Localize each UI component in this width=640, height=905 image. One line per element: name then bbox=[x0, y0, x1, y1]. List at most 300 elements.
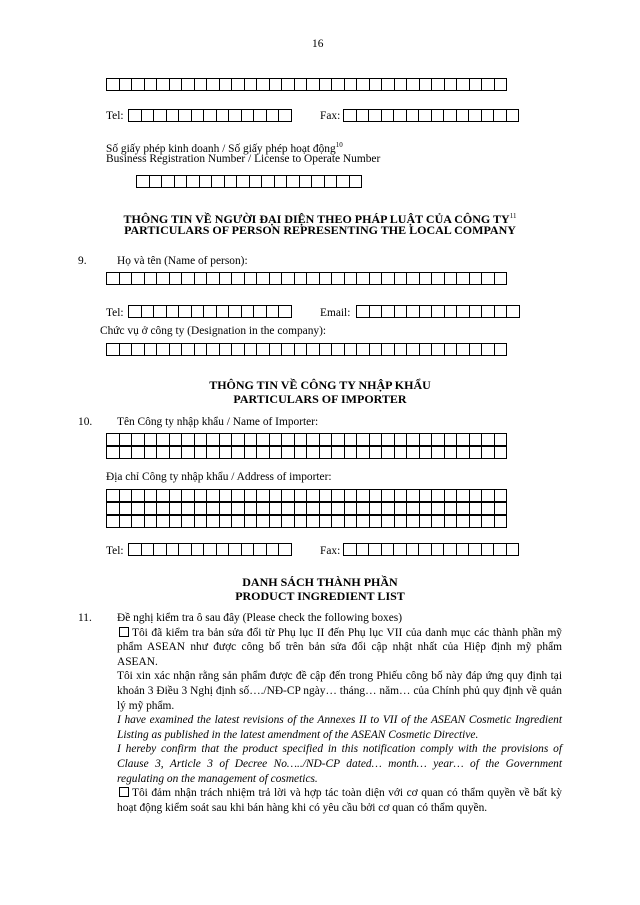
input-box-cell[interactable] bbox=[256, 489, 270, 502]
input-box-cell[interactable] bbox=[406, 502, 420, 515]
input-box-cell[interactable] bbox=[349, 175, 363, 188]
input-box-cell[interactable] bbox=[231, 446, 245, 459]
input-box-cell[interactable] bbox=[319, 489, 333, 502]
input-box-cell[interactable] bbox=[119, 489, 133, 502]
input-box-cell[interactable] bbox=[344, 502, 358, 515]
input-box-cell[interactable] bbox=[468, 109, 482, 122]
input-box-cell[interactable] bbox=[506, 305, 520, 318]
input-box-cell[interactable] bbox=[281, 272, 295, 285]
input-box-cell[interactable] bbox=[244, 446, 258, 459]
input-box-cell[interactable] bbox=[481, 109, 495, 122]
input-box-cell[interactable] bbox=[144, 272, 158, 285]
input-box-cell[interactable] bbox=[444, 305, 458, 318]
input-box-cell[interactable] bbox=[156, 343, 170, 356]
input-box-cell[interactable] bbox=[206, 515, 220, 528]
input-box-cell[interactable] bbox=[331, 272, 345, 285]
input-box-cell[interactable] bbox=[356, 446, 370, 459]
input-box-cell[interactable] bbox=[481, 489, 495, 502]
input-box-cell[interactable] bbox=[456, 78, 470, 91]
input-box-cell[interactable] bbox=[266, 305, 280, 318]
input-box-cell[interactable] bbox=[191, 109, 205, 122]
input-box-cell[interactable] bbox=[456, 489, 470, 502]
input-box-cell[interactable] bbox=[228, 305, 242, 318]
input-box-cell[interactable] bbox=[319, 515, 333, 528]
input-box-cell[interactable] bbox=[456, 515, 470, 528]
input-box-cell[interactable] bbox=[381, 78, 395, 91]
input-box-cell[interactable] bbox=[119, 502, 133, 515]
input-box-cell[interactable] bbox=[469, 502, 483, 515]
input-box-cell[interactable] bbox=[431, 515, 445, 528]
input-box-cell[interactable] bbox=[381, 433, 395, 446]
input-box-cell[interactable] bbox=[481, 433, 495, 446]
input-box-cell[interactable] bbox=[469, 78, 483, 91]
input-box-cell[interactable] bbox=[131, 446, 145, 459]
input-box-cell[interactable] bbox=[406, 343, 420, 356]
input-box-cell[interactable] bbox=[356, 305, 370, 318]
input-box-cell[interactable] bbox=[468, 543, 482, 556]
input-box-cell[interactable] bbox=[106, 489, 120, 502]
input-box-cell[interactable] bbox=[224, 175, 238, 188]
input-box-cell[interactable] bbox=[228, 543, 242, 556]
input-box-cell[interactable] bbox=[119, 433, 133, 446]
input-box-cell[interactable] bbox=[206, 502, 220, 515]
input-box-cell[interactable] bbox=[493, 543, 507, 556]
input-box-cell[interactable] bbox=[506, 109, 520, 122]
input-box-cell[interactable] bbox=[191, 305, 205, 318]
input-box-cell[interactable] bbox=[299, 175, 313, 188]
importer-fax-boxes[interactable] bbox=[343, 543, 518, 556]
input-box-cell[interactable] bbox=[144, 502, 158, 515]
input-box-cell[interactable] bbox=[493, 109, 507, 122]
input-box-cell[interactable] bbox=[294, 446, 308, 459]
input-box-cell[interactable] bbox=[166, 543, 180, 556]
input-box-cell[interactable] bbox=[419, 433, 433, 446]
input-box-cell[interactable] bbox=[119, 78, 133, 91]
input-box-cell[interactable] bbox=[244, 515, 258, 528]
input-box-cell[interactable] bbox=[406, 543, 420, 556]
input-box-cell[interactable] bbox=[156, 78, 170, 91]
input-box-cell[interactable] bbox=[244, 502, 258, 515]
input-box-cell[interactable] bbox=[394, 515, 408, 528]
input-box-cell[interactable] bbox=[393, 543, 407, 556]
input-box-cell[interactable] bbox=[256, 433, 270, 446]
input-box-cell[interactable] bbox=[141, 305, 155, 318]
input-box-cell[interactable] bbox=[381, 446, 395, 459]
input-box-cell[interactable] bbox=[369, 305, 383, 318]
input-box-cell[interactable] bbox=[443, 109, 457, 122]
input-box-cell[interactable] bbox=[294, 78, 308, 91]
input-box-cell[interactable] bbox=[178, 109, 192, 122]
input-box-cell[interactable] bbox=[156, 272, 170, 285]
input-box-cell[interactable] bbox=[381, 305, 395, 318]
input-box-cell[interactable] bbox=[191, 543, 205, 556]
input-box-cell[interactable] bbox=[369, 515, 383, 528]
input-box-cell[interactable] bbox=[381, 489, 395, 502]
input-box-cell[interactable] bbox=[294, 272, 308, 285]
input-box-cell[interactable] bbox=[131, 272, 145, 285]
input-box-cell[interactable] bbox=[144, 343, 158, 356]
input-box-cell[interactable] bbox=[481, 305, 495, 318]
input-box-cell[interactable] bbox=[331, 343, 345, 356]
input-box-cell[interactable] bbox=[319, 272, 333, 285]
input-box-cell[interactable] bbox=[306, 343, 320, 356]
input-box-cell[interactable] bbox=[169, 343, 183, 356]
designation-boxes[interactable] bbox=[106, 343, 506, 356]
input-box-cell[interactable] bbox=[331, 446, 345, 459]
input-box-cell[interactable] bbox=[211, 175, 225, 188]
input-box-cell[interactable] bbox=[278, 543, 292, 556]
input-box-cell[interactable] bbox=[194, 515, 208, 528]
input-box-cell[interactable] bbox=[469, 305, 483, 318]
input-box-cell[interactable] bbox=[456, 305, 470, 318]
input-box-cell[interactable] bbox=[356, 489, 370, 502]
input-box-cell[interactable] bbox=[106, 433, 120, 446]
input-box-cell[interactable] bbox=[381, 272, 395, 285]
input-box-cell[interactable] bbox=[106, 78, 120, 91]
input-box-cell[interactable] bbox=[406, 305, 420, 318]
input-box-cell[interactable] bbox=[219, 489, 233, 502]
input-box-cell[interactable] bbox=[306, 502, 320, 515]
input-box-cell[interactable] bbox=[119, 272, 133, 285]
input-box-cell[interactable] bbox=[231, 502, 245, 515]
input-box-cell[interactable] bbox=[269, 446, 283, 459]
input-box-cell[interactable] bbox=[356, 78, 370, 91]
input-box-cell[interactable] bbox=[494, 515, 508, 528]
input-box-cell[interactable] bbox=[219, 515, 233, 528]
input-box-cell[interactable] bbox=[181, 343, 195, 356]
input-box-cell[interactable] bbox=[266, 109, 280, 122]
input-box-cell[interactable] bbox=[169, 433, 183, 446]
input-box-cell[interactable] bbox=[241, 305, 255, 318]
input-box-cell[interactable] bbox=[166, 109, 180, 122]
responsibility-checkbox[interactable] bbox=[119, 787, 129, 797]
input-box-cell[interactable] bbox=[319, 446, 333, 459]
input-box-cell[interactable] bbox=[203, 109, 217, 122]
input-box-cell[interactable] bbox=[444, 489, 458, 502]
input-box-cell[interactable] bbox=[444, 515, 458, 528]
input-box-cell[interactable] bbox=[206, 272, 220, 285]
input-box-cell[interactable] bbox=[369, 446, 383, 459]
input-box-cell[interactable] bbox=[131, 502, 145, 515]
input-box-cell[interactable] bbox=[481, 502, 495, 515]
input-box-cell[interactable] bbox=[144, 446, 158, 459]
input-box-cell[interactable] bbox=[406, 78, 420, 91]
input-box-cell[interactable] bbox=[494, 489, 508, 502]
input-box-cell[interactable] bbox=[444, 446, 458, 459]
input-box-cell[interactable] bbox=[156, 515, 170, 528]
input-box-cell[interactable] bbox=[356, 109, 370, 122]
input-box-cell[interactable] bbox=[381, 109, 395, 122]
person-name-boxes[interactable] bbox=[106, 272, 506, 285]
input-box-cell[interactable] bbox=[144, 433, 158, 446]
input-box-cell[interactable] bbox=[294, 343, 308, 356]
input-box-cell[interactable] bbox=[131, 78, 145, 91]
input-box-cell[interactable] bbox=[481, 446, 495, 459]
input-box-cell[interactable] bbox=[494, 343, 508, 356]
input-box-cell[interactable] bbox=[156, 433, 170, 446]
input-box-cell[interactable] bbox=[281, 502, 295, 515]
input-box-cell[interactable] bbox=[106, 343, 120, 356]
input-box-cell[interactable] bbox=[178, 305, 192, 318]
input-box-cell[interactable] bbox=[381, 543, 395, 556]
input-box-cell[interactable] bbox=[166, 305, 180, 318]
input-box-cell[interactable] bbox=[319, 433, 333, 446]
input-box-cell[interactable] bbox=[144, 515, 158, 528]
input-box-cell[interactable] bbox=[494, 78, 508, 91]
input-box-cell[interactable] bbox=[469, 272, 483, 285]
input-box-cell[interactable] bbox=[266, 543, 280, 556]
input-box-cell[interactable] bbox=[278, 305, 292, 318]
input-box-cell[interactable] bbox=[431, 446, 445, 459]
input-box-cell[interactable] bbox=[469, 446, 483, 459]
address-continuation-boxes[interactable] bbox=[106, 78, 506, 91]
input-box-cell[interactable] bbox=[456, 109, 470, 122]
input-box-cell[interactable] bbox=[181, 515, 195, 528]
input-box-cell[interactable] bbox=[194, 489, 208, 502]
input-box-cell[interactable] bbox=[418, 543, 432, 556]
input-box-cell[interactable] bbox=[281, 489, 295, 502]
input-box-cell[interactable] bbox=[249, 175, 263, 188]
input-box-cell[interactable] bbox=[194, 502, 208, 515]
input-box-cell[interactable] bbox=[344, 78, 358, 91]
input-box-cell[interactable] bbox=[444, 78, 458, 91]
fax-boxes[interactable] bbox=[343, 109, 518, 122]
input-box-cell[interactable] bbox=[219, 433, 233, 446]
input-box-cell[interactable] bbox=[406, 515, 420, 528]
importer-address-boxes-row-1[interactable] bbox=[106, 489, 506, 502]
input-box-cell[interactable] bbox=[306, 78, 320, 91]
input-box-cell[interactable] bbox=[156, 446, 170, 459]
input-box-cell[interactable] bbox=[153, 543, 167, 556]
input-box-cell[interactable] bbox=[219, 272, 233, 285]
input-box-cell[interactable] bbox=[144, 489, 158, 502]
input-box-cell[interactable] bbox=[119, 343, 133, 356]
input-box-cell[interactable] bbox=[406, 433, 420, 446]
input-box-cell[interactable] bbox=[106, 446, 120, 459]
input-box-cell[interactable] bbox=[343, 543, 357, 556]
input-box-cell[interactable] bbox=[131, 489, 145, 502]
input-box-cell[interactable] bbox=[281, 515, 295, 528]
input-box-cell[interactable] bbox=[219, 343, 233, 356]
input-box-cell[interactable] bbox=[181, 272, 195, 285]
input-box-cell[interactable] bbox=[244, 78, 258, 91]
input-box-cell[interactable] bbox=[169, 78, 183, 91]
input-box-cell[interactable] bbox=[256, 515, 270, 528]
input-box-cell[interactable] bbox=[194, 343, 208, 356]
input-box-cell[interactable] bbox=[131, 343, 145, 356]
input-box-cell[interactable] bbox=[494, 446, 508, 459]
input-box-cell[interactable] bbox=[419, 78, 433, 91]
input-box-cell[interactable] bbox=[356, 502, 370, 515]
input-box-cell[interactable] bbox=[494, 433, 508, 446]
input-box-cell[interactable] bbox=[394, 305, 408, 318]
input-box-cell[interactable] bbox=[481, 543, 495, 556]
input-box-cell[interactable] bbox=[294, 502, 308, 515]
input-box-cell[interactable] bbox=[219, 502, 233, 515]
input-box-cell[interactable] bbox=[419, 343, 433, 356]
input-box-cell[interactable] bbox=[356, 543, 370, 556]
check-annex-checkbox[interactable] bbox=[119, 627, 129, 637]
input-box-cell[interactable] bbox=[369, 433, 383, 446]
input-box-cell[interactable] bbox=[369, 78, 383, 91]
input-box-cell[interactable] bbox=[256, 78, 270, 91]
input-box-cell[interactable] bbox=[344, 515, 358, 528]
input-box-cell[interactable] bbox=[306, 489, 320, 502]
input-box-cell[interactable] bbox=[336, 175, 350, 188]
input-box-cell[interactable] bbox=[294, 489, 308, 502]
input-box-cell[interactable] bbox=[368, 109, 382, 122]
input-box-cell[interactable] bbox=[194, 433, 208, 446]
input-box-cell[interactable] bbox=[181, 502, 195, 515]
input-box-cell[interactable] bbox=[356, 515, 370, 528]
input-box-cell[interactable] bbox=[253, 305, 267, 318]
input-box-cell[interactable] bbox=[419, 515, 433, 528]
input-box-cell[interactable] bbox=[381, 502, 395, 515]
input-box-cell[interactable] bbox=[381, 515, 395, 528]
input-box-cell[interactable] bbox=[181, 489, 195, 502]
input-box-cell[interactable] bbox=[128, 305, 142, 318]
input-box-cell[interactable] bbox=[231, 489, 245, 502]
input-box-cell[interactable] bbox=[206, 343, 220, 356]
importer-address-boxes-row-3[interactable] bbox=[106, 515, 506, 528]
input-box-cell[interactable] bbox=[419, 489, 433, 502]
input-box-cell[interactable] bbox=[344, 343, 358, 356]
input-box-cell[interactable] bbox=[281, 433, 295, 446]
input-box-cell[interactable] bbox=[444, 502, 458, 515]
input-box-cell[interactable] bbox=[456, 343, 470, 356]
input-box-cell[interactable] bbox=[236, 175, 250, 188]
input-box-cell[interactable] bbox=[269, 433, 283, 446]
input-box-cell[interactable] bbox=[153, 109, 167, 122]
input-box-cell[interactable] bbox=[344, 489, 358, 502]
input-box-cell[interactable] bbox=[228, 109, 242, 122]
input-box-cell[interactable] bbox=[431, 502, 445, 515]
input-box-cell[interactable] bbox=[128, 109, 142, 122]
input-box-cell[interactable] bbox=[394, 78, 408, 91]
input-box-cell[interactable] bbox=[181, 433, 195, 446]
input-box-cell[interactable] bbox=[244, 343, 258, 356]
input-box-cell[interactable] bbox=[394, 502, 408, 515]
input-box-cell[interactable] bbox=[306, 446, 320, 459]
input-box-cell[interactable] bbox=[356, 272, 370, 285]
input-box-cell[interactable] bbox=[253, 543, 267, 556]
input-box-cell[interactable] bbox=[269, 343, 283, 356]
input-box-cell[interactable] bbox=[469, 489, 483, 502]
input-box-cell[interactable] bbox=[481, 78, 495, 91]
input-box-cell[interactable] bbox=[494, 502, 508, 515]
input-box-cell[interactable] bbox=[174, 175, 188, 188]
input-box-cell[interactable] bbox=[181, 78, 195, 91]
input-box-cell[interactable] bbox=[106, 272, 120, 285]
input-box-cell[interactable] bbox=[169, 489, 183, 502]
importer-tel-boxes[interactable] bbox=[128, 543, 291, 556]
input-box-cell[interactable] bbox=[156, 489, 170, 502]
input-box-cell[interactable] bbox=[306, 272, 320, 285]
input-box-cell[interactable] bbox=[469, 433, 483, 446]
input-box-cell[interactable] bbox=[119, 515, 133, 528]
input-box-cell[interactable] bbox=[444, 433, 458, 446]
input-box-cell[interactable] bbox=[456, 502, 470, 515]
input-box-cell[interactable] bbox=[431, 109, 445, 122]
input-box-cell[interactable] bbox=[199, 175, 213, 188]
input-box-cell[interactable] bbox=[369, 343, 383, 356]
input-box-cell[interactable] bbox=[186, 175, 200, 188]
input-box-cell[interactable] bbox=[281, 343, 295, 356]
input-box-cell[interactable] bbox=[281, 446, 295, 459]
input-box-cell[interactable] bbox=[331, 78, 345, 91]
input-box-cell[interactable] bbox=[241, 109, 255, 122]
input-box-cell[interactable] bbox=[456, 446, 470, 459]
input-box-cell[interactable] bbox=[269, 78, 283, 91]
input-box-cell[interactable] bbox=[331, 489, 345, 502]
input-box-cell[interactable] bbox=[261, 175, 275, 188]
input-box-cell[interactable] bbox=[194, 78, 208, 91]
input-box-cell[interactable] bbox=[344, 433, 358, 446]
input-box-cell[interactable] bbox=[431, 543, 445, 556]
input-box-cell[interactable] bbox=[406, 272, 420, 285]
input-box-cell[interactable] bbox=[319, 343, 333, 356]
input-box-cell[interactable] bbox=[444, 343, 458, 356]
input-box-cell[interactable] bbox=[216, 305, 230, 318]
input-box-cell[interactable] bbox=[406, 446, 420, 459]
input-box-cell[interactable] bbox=[106, 502, 120, 515]
input-box-cell[interactable] bbox=[419, 502, 433, 515]
input-box-cell[interactable] bbox=[369, 272, 383, 285]
input-box-cell[interactable] bbox=[369, 502, 383, 515]
input-box-cell[interactable] bbox=[274, 175, 288, 188]
input-box-cell[interactable] bbox=[203, 305, 217, 318]
input-box-cell[interactable] bbox=[331, 433, 345, 446]
input-box-cell[interactable] bbox=[131, 433, 145, 446]
input-box-cell[interactable] bbox=[153, 305, 167, 318]
input-box-cell[interactable] bbox=[156, 502, 170, 515]
input-box-cell[interactable] bbox=[141, 109, 155, 122]
importer-name-boxes-row-1[interactable] bbox=[106, 433, 506, 446]
input-box-cell[interactable] bbox=[169, 515, 183, 528]
license-boxes[interactable] bbox=[136, 175, 361, 188]
input-box-cell[interactable] bbox=[331, 515, 345, 528]
input-box-cell[interactable] bbox=[278, 109, 292, 122]
input-box-cell[interactable] bbox=[406, 109, 420, 122]
input-box-cell[interactable] bbox=[431, 489, 445, 502]
input-box-cell[interactable] bbox=[216, 543, 230, 556]
input-box-cell[interactable] bbox=[269, 515, 283, 528]
input-box-cell[interactable] bbox=[419, 272, 433, 285]
input-box-cell[interactable] bbox=[406, 489, 420, 502]
input-box-cell[interactable] bbox=[256, 272, 270, 285]
input-box-cell[interactable] bbox=[256, 446, 270, 459]
input-box-cell[interactable] bbox=[256, 502, 270, 515]
input-box-cell[interactable] bbox=[311, 175, 325, 188]
input-box-cell[interactable] bbox=[231, 343, 245, 356]
input-box-cell[interactable] bbox=[231, 433, 245, 446]
input-box-cell[interactable] bbox=[141, 543, 155, 556]
input-box-cell[interactable] bbox=[144, 78, 158, 91]
importer-name-boxes-row-2[interactable] bbox=[106, 446, 506, 459]
input-box-cell[interactable] bbox=[294, 433, 308, 446]
input-box-cell[interactable] bbox=[469, 343, 483, 356]
input-box-cell[interactable] bbox=[119, 446, 133, 459]
input-box-cell[interactable] bbox=[169, 272, 183, 285]
input-box-cell[interactable] bbox=[203, 543, 217, 556]
input-box-cell[interactable] bbox=[394, 446, 408, 459]
input-box-cell[interactable] bbox=[481, 272, 495, 285]
input-box-cell[interactable] bbox=[219, 78, 233, 91]
importer-address-boxes-row-2[interactable] bbox=[106, 502, 506, 515]
input-box-cell[interactable] bbox=[431, 305, 445, 318]
input-box-cell[interactable] bbox=[344, 272, 358, 285]
input-box-cell[interactable] bbox=[294, 515, 308, 528]
